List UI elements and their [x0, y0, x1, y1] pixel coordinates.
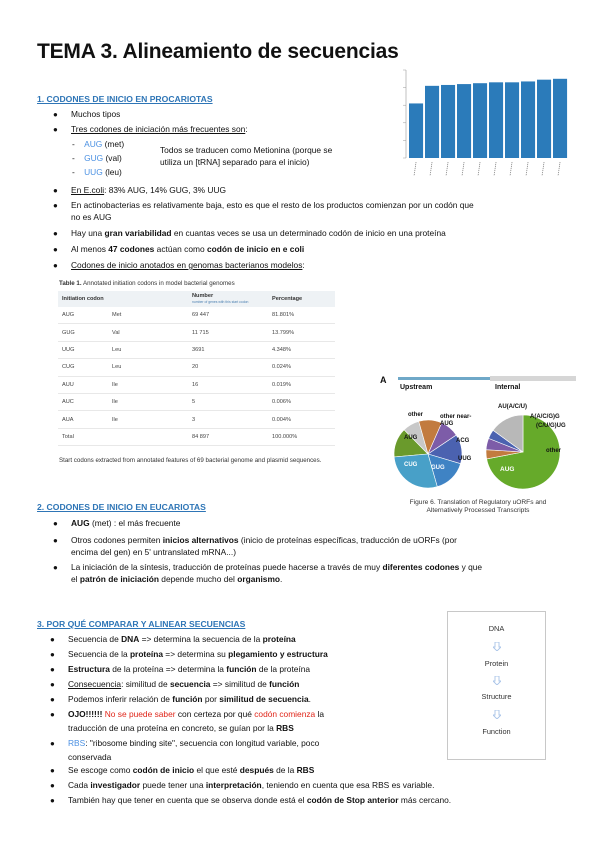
section-1-heading: 1. CODONES DE INICIO EN PROCARIOTAS [37, 94, 213, 104]
x-tick-label [558, 162, 560, 176]
table-cell: Ile [108, 393, 188, 410]
table-header: Percentage [268, 291, 335, 307]
pie-label: AUG [404, 435, 418, 441]
codon-table-wrap [58, 291, 335, 446]
s1-item-ecoli: En E.coli: 83% AUG, 14% GUG, 3% UUG [71, 185, 227, 195]
x-tick-label [526, 162, 528, 176]
table-row [58, 376, 335, 393]
table-cell: 0.024% [268, 359, 335, 376]
table-cell: AUG [58, 307, 108, 324]
table-header: Number number of genes with this start codon [188, 291, 268, 307]
bullet-icon: ● [50, 766, 55, 775]
table-cell: 20 [188, 359, 268, 376]
table-caption: Table 1. Annotated initiation codons in model bacterial genomes [59, 280, 235, 287]
figure-caption: Figure 6. Translation of Regulatory uORFs and Alternatively Processed Transcripts [409, 499, 547, 514]
pie-figure [378, 372, 578, 524]
flow-item-protein: Protein [484, 659, 509, 668]
bullet-icon: ● [53, 229, 58, 238]
pie-label: AUG [500, 466, 515, 473]
table-cell: 100.000% [268, 428, 335, 445]
pie-label: (C/U/G)UG [536, 423, 566, 429]
x-tick-label [430, 162, 432, 176]
s3-item-2: Secuencia de la proteína => determina su plegamiento y estructura [68, 649, 328, 659]
bar-c10 [553, 79, 567, 158]
brace-note: Todos se traducen como Metionina (porque se utiliza un [tRNA] separado para el inicio) [160, 145, 333, 167]
bar-c1 [409, 103, 423, 158]
x-tick-label [462, 162, 464, 176]
table-cell: 69 447 [188, 307, 268, 324]
bullet-icon: ● [50, 710, 55, 719]
x-tick-label [494, 162, 496, 176]
bullet-icon: ● [50, 635, 55, 644]
s1-item-actino: En actinobacterias es relativamente baja, esto es que el resto de los productos comienzan por un codón que no es AUG [71, 200, 474, 222]
table-row [58, 324, 335, 341]
table-cell [108, 428, 188, 445]
bar-c4 [457, 84, 471, 158]
table-cell: CUG [58, 359, 108, 376]
s2-item-pattern: La iniciación de la síntesis, traducción de proteínas puede hacerse a través de muy diferentes codones y que el patrón de iniciación depende mucho del organismo. [71, 562, 483, 584]
flow-item-dna: DNA [488, 624, 505, 633]
codon-list: - AUG (met) - GUG (val) - UUG (leu) [72, 139, 125, 177]
bullet-icon: ● [50, 796, 55, 805]
table-cell: Total [58, 428, 108, 445]
table-row [58, 411, 335, 428]
table-row [58, 428, 335, 445]
bar-c7 [505, 82, 519, 158]
table-cell: 84 897 [188, 428, 268, 445]
internal-label: Internal [495, 384, 521, 391]
table-cell: 13.799% [268, 324, 335, 341]
bar-c8 [521, 81, 535, 158]
bullet-icon: ● [50, 680, 55, 689]
down-arrow-icon [493, 676, 501, 685]
bullet-icon: ● [53, 125, 58, 134]
pie-label: CUG [404, 462, 418, 468]
table-cell: Ile [108, 376, 188, 393]
bullet-icon: ● [53, 110, 58, 119]
x-tick-label [414, 162, 416, 176]
panel-label: A [380, 375, 387, 385]
s3-item-8: Se escoge como codón de inicio el que esté después de la RBS [68, 765, 315, 775]
bar-chart [378, 62, 574, 190]
s3-item-1: Secuencia de DNA => determina la secuencia de la proteína [68, 634, 296, 644]
codon-table [58, 291, 335, 446]
s3-item-5: Podemos inferir relación de función por similitud de secuencia. [68, 694, 311, 704]
down-arrow-icon [493, 710, 501, 719]
table-cell: 0.019% [268, 376, 335, 393]
down-arrow-icon [493, 642, 501, 651]
section-3-heading: 3. POR QUÉ COMPARAR Y ALINEAR SECUENCIAS [37, 619, 246, 629]
bullet-icon: ● [53, 186, 58, 195]
table-row [58, 359, 335, 376]
x-tick-label [446, 162, 448, 176]
bar-c2 [425, 86, 439, 158]
pie-label: AU(A/C/U) [498, 404, 527, 410]
bar-c3 [441, 85, 455, 158]
pie-label: ACG [456, 438, 470, 444]
bullet-icon: ● [53, 245, 58, 254]
s3-item-9: Cada investigador puede tener una interpretación, teniendo en cuenta que esa RBS es variable. [68, 780, 435, 790]
table-row [58, 341, 335, 358]
bullet-icon: ● [53, 519, 58, 528]
s3-item-rbs: RBS: "ribosome binding site", secuencia con longitud variable, poco conservada [68, 738, 320, 762]
bar-c6 [489, 82, 503, 158]
table-cell: 16 [188, 376, 268, 393]
s3-item-3: Estructura de la proteína => determina la función de la proteína [68, 664, 311, 674]
table-cell: Val [108, 324, 188, 341]
bullet-icon: ● [50, 665, 55, 674]
table-cell: 0.006% [268, 393, 335, 410]
table-cell: Leu [108, 359, 188, 376]
s3-item-ojo: OJO!!!!!! No se puede saber con certeza por qué codón comienza la traducción de una proteína en concreto, se guían por la RBS [68, 709, 325, 733]
bullet-icon: ● [50, 650, 55, 659]
pie-label: GUG [431, 465, 445, 471]
s1-item-annotated: Codones de inicio anotados en genomas bacterianos modelos: [71, 260, 305, 270]
s1-item-2: Tres codones de iniciación más frecuentes son: [71, 124, 248, 134]
table-header-row [58, 291, 335, 307]
flow-diagram [447, 611, 546, 760]
table-cell: 5 [188, 393, 268, 410]
table-cell: 11 715 [188, 324, 268, 341]
s2-item-alt: Otros codones permiten inicios alternativos (inicio de proteínas específicas, traducción de uORFs (por encima del gen) en 5' untranslated mRNA...) [71, 535, 457, 557]
bullet-icon: ● [53, 536, 58, 545]
bullet-icon: ● [50, 739, 55, 748]
table-cell: 3691 [188, 341, 268, 358]
bullet-icon: ● [50, 695, 55, 704]
pie-label: other near-AUG [440, 414, 472, 427]
table-cell: GUG [58, 324, 108, 341]
x-tick-label [510, 162, 512, 176]
pie-label: A(A/C/G)G [530, 414, 560, 420]
table-cell: 4.348% [268, 341, 335, 358]
s2-item-aug: AUG (met) : el más frecuente [71, 518, 181, 528]
page-title: TEMA 3. Alineamiento de secuencias [37, 40, 399, 63]
pie-label: UUG [458, 456, 472, 462]
pie-label: other [408, 412, 423, 418]
table-header: Initiation codon [58, 291, 108, 307]
table-cell: 0.004% [268, 411, 335, 428]
s1-item-variability: Hay una gran variabilidad en cuantas veces se usa un determinado codón de inicio en una proteína [71, 228, 446, 238]
table-cell: AUU [58, 376, 108, 393]
x-tick-label [478, 162, 480, 176]
table-header [108, 291, 188, 307]
flow-item-structure: Structure [481, 692, 512, 701]
bullet-icon: ● [53, 201, 58, 210]
table-cell: Leu [108, 341, 188, 358]
table-cell: Ile [108, 411, 188, 428]
section-2-heading: 2. CODONES DE INICIO EN EUCARIOTAS [37, 502, 206, 512]
s1-item-47: Al menos 47 codones actúan como codón de inicio en e coli [71, 244, 305, 254]
bar-c9 [537, 80, 551, 158]
bullet-icon: ● [50, 781, 55, 790]
bar-c5 [473, 83, 487, 158]
table-cell: UUG [58, 341, 108, 358]
table-cell: AUC [58, 393, 108, 410]
pie-label: other [546, 448, 561, 454]
s1-item-1: Muchos tipos [71, 109, 121, 119]
table-cell: 81.801% [268, 307, 335, 324]
table-row [58, 393, 335, 410]
upstream-label: Upstream [400, 384, 433, 391]
flow-item-function: Function [482, 727, 511, 736]
bullet-icon: ● [53, 261, 58, 270]
table-cell: AUA [58, 411, 108, 428]
table-footnote: Start codons extracted from annotated features of 69 bacterial genome and plasmid sequences. [59, 457, 322, 464]
table-cell: Met [108, 307, 188, 324]
s3-item-10: También hay que tener en cuenta que se observa donde está el codón de Stop anterior más cercano. [68, 795, 452, 805]
table-row [58, 307, 335, 324]
bullet-icon: ● [53, 563, 58, 572]
table-cell: 3 [188, 411, 268, 428]
s3-item-4: Consecuencia: similitud de secuencia => similitud de función [68, 679, 300, 689]
x-tick-label [542, 162, 544, 176]
